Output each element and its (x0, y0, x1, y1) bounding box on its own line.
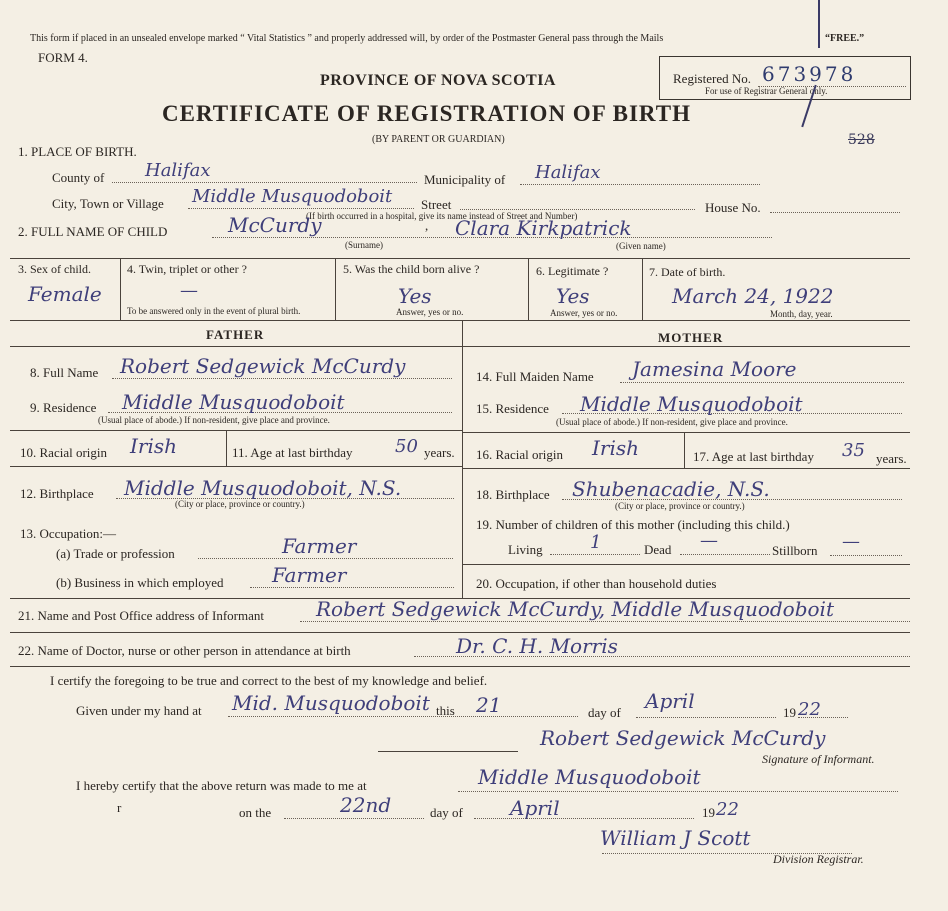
dead-value: — (700, 530, 718, 551)
mother-age: 35 (842, 440, 865, 461)
father-residence: Middle Musquodoboit (122, 390, 345, 414)
place-of-birth-label: 1. PLACE OF BIRTH. (18, 144, 137, 159)
house-number-label: House No. (705, 200, 761, 215)
father-name: Robert Sedgewick McCurdy (120, 354, 406, 378)
sex-value: Female (28, 282, 102, 306)
stillborn-value: — (842, 531, 860, 552)
given-under-label: Given under my hand at (76, 703, 202, 718)
mother-birthplace-label: 18. Birthplace (476, 487, 550, 502)
alive-note: Answer, yes or no. (396, 307, 464, 317)
city-value: Middle Musquodoboit (192, 186, 393, 207)
doctor-label: 22. Name of Doctor, nurse or other person in attendance at birth (18, 643, 351, 658)
mother-name: Jamesina Moore (632, 357, 797, 381)
living-label: Living (508, 542, 543, 557)
pen-mark (818, 0, 820, 48)
certificate-title: CERTIFICATE OF REGISTRATION OF BIRTH (162, 101, 691, 126)
surname-caption: (Surname) (345, 240, 383, 250)
mother-years-label: years. (876, 451, 907, 466)
father-racial: Irish (130, 434, 178, 458)
certify-day: 21 (476, 693, 502, 717)
registrar-year: 22 (716, 799, 739, 820)
father-residence-label: 9. Residence (30, 400, 97, 415)
division-registrar-label: Division Registrar. (773, 852, 864, 866)
mother-occupation-label: 20. Occupation, if other than household duties (476, 576, 717, 591)
mother-birthplace-note: (City or place, province or country.) (615, 501, 745, 511)
birth-certificate: This form if placed in an unsealed envelope marked “ Vital Statistics ” and properly addressed will, by order of the Postmaster General pass through the Mails “FREE.” FORM 4. PROVINCE OF NOVA SCOTIA CERTIFICATE OF REGISTRATION OF BIRTH (BY PARENT OR GUARDIAN) Registered No. 673978 For use of Registrar General only. 528 1. PLACE OF BIRTH. County of Halifax Municipality of Halifax City, Town or Village Middle Musquodoboit Street House No. (If birth occurred in a hospital, give its name instead of Street and Number) 2. FULL NAME OF CHILD McCurdy , Clara Kirkpatrick (Surname) (Given name) 3. Sex of child. Female 4. Twin, triplet or other ? — To be answered only in the event of plural birth. 5. Was the child born alive ? Yes Answer, yes or no. 6. Legitimate ? Yes Answer, yes or no. 7. Date of birth. March 24, 1922 Month, day, year. FATHER MOTHER 8. Full Name Robert Sedgewick McCurdy 9. Residence Middle Musquodoboit (Usual place of abode.) If non-resident, give place and province. 10. Racial origin Irish 11. Age at last birthday 50 years. 12. Birthplace Middle Musquodoboit, N.S. (City or place, province or country.) 13. Occupation:— (a) Trade or profession Farmer (b) Business in which employed Farmer 14. Full Maiden Name Jamesina Moore 15. Residence Middle Musquodoboit (Usual place of abode.) If non-resident, give place and province. 16. Racial origin Irish 17. Age at last birthday 35 years. 18. Birthplace Shubenacadie, N.S. (City or place, province or country.) 19. Number of children of this mother (including this child.) Living 1 Dead — Stillborn — 20. Occupation, if other than household duties 21. Name and Post Office address of Informant Robert Sedgewick McCurdy, Middle Musquodoboit 22. Name of Doctor, nurse or other person in attendance at birth Dr. C. H. Morris I certify the foregoing to be true and correct to the best of my knowledge and belief. Given under my hand at Mid. Musquodoboit this 21 day of April 19 22 Robert Sedgewick McCurdy Signature of Informant. I hereby certify that the above return was made to me at Middle Musquodoboit r on the 22nd day of April 19 22 William J Scott Division Registrar. (0, 0, 948, 911)
province-heading: PROVINCE OF NOVA SCOTIA (320, 72, 556, 89)
alive-label: 5. Was the child born alive ? (343, 262, 480, 276)
registrar-day-of-label: day of (430, 805, 463, 820)
mother-age-label: 17. Age at last birthday (693, 449, 814, 464)
father-business-label: (b) Business in which employed (56, 575, 224, 590)
father-birthplace-note: (City or place, province or country.) (175, 499, 305, 509)
certify-month: April (645, 689, 695, 713)
mother-heading: MOTHER (658, 330, 724, 345)
alive-value: Yes (398, 284, 432, 308)
father-residence-note: (Usual place of abode.) If non-resident, give place and province. (98, 415, 330, 425)
father-trade-label: (a) Trade or profession (56, 546, 175, 561)
father-trade: Farmer (282, 534, 357, 558)
child-surname: McCurdy (228, 213, 322, 237)
side-number: 528 (848, 132, 875, 148)
father-business: Farmer (272, 563, 347, 587)
father-age-label: 11. Age at last birthday (232, 445, 353, 460)
registrar-month: April (510, 796, 560, 820)
mother-residence: Middle Musquodoboit (580, 392, 803, 416)
child-name-label: 2. FULL NAME OF CHILD (18, 224, 168, 239)
twin-note: To be answered only in the event of plural birth. (127, 306, 301, 316)
legitimate-note: Answer, yes or no. (550, 308, 618, 318)
on-the-label: on the (239, 805, 272, 820)
informant-label: 21. Name and Post Office address of Informant (18, 608, 264, 623)
registered-label: Registered No. (673, 71, 751, 86)
given-place: Mid. Musquodoboit (232, 691, 430, 715)
sex-label: 3. Sex of child. (18, 262, 91, 276)
county-label: County of (52, 170, 105, 185)
registrar-year-prefix: 19 (702, 805, 715, 820)
municipality-label: Municipality of (424, 172, 506, 187)
municipality-value: Halifax (535, 162, 601, 183)
father-name-label: 8. Full Name (30, 365, 99, 380)
certificate-subtitle: (BY PARENT OR GUARDIAN) (372, 134, 505, 145)
city-label: City, Town or Village (52, 196, 164, 211)
child-given-name: Clara Kirkpatrick (455, 216, 632, 240)
doctor-value: Dr. C. H. Morris (456, 634, 618, 658)
given-name-caption: (Given name) (616, 241, 666, 251)
children-count-label: 19. Number of children of this mother (including this child.) (476, 517, 790, 532)
father-birthplace: Middle Musquodoboit, N.S. (124, 476, 402, 500)
mother-racial-label: 16. Racial origin (476, 447, 564, 462)
form-number: FORM 4. (38, 50, 88, 65)
registrar-day: 22nd (340, 793, 392, 817)
informant-signature-label: Signature of Informant. (762, 752, 875, 766)
twin-value: — (180, 280, 198, 301)
informant-value: Robert Sedgewick McCurdy, Middle Musquodoboit (316, 597, 834, 621)
hospital-note: (If birth occurred in a hospital, give its name instead of Street and Number) (306, 211, 578, 221)
father-racial-label: 10. Racial origin (20, 445, 108, 460)
certify-year-prefix: 19 (783, 705, 796, 720)
dead-label: Dead (644, 542, 672, 557)
mother-racial: Irish (592, 436, 640, 460)
registrar-text: I hereby certify that the above return was made to me at (76, 778, 367, 793)
street-label: Street (421, 197, 452, 212)
father-age: 50 (395, 436, 418, 457)
registrar-signature: William J Scott (600, 826, 751, 850)
date-label: 7. Date of birth. (649, 265, 726, 279)
mother-name-label: 14. Full Maiden Name (476, 369, 594, 384)
mother-birthplace: Shubenacadie, N.S. (572, 477, 770, 501)
legitimate-value: Yes (556, 284, 590, 308)
free-label: “FREE.” (825, 33, 865, 44)
twin-label: 4. Twin, triplet or other ? (127, 262, 247, 276)
informant-signature: Robert Sedgewick McCurdy (540, 726, 826, 750)
registrar-place: Middle Musquodoboit (478, 765, 701, 789)
stillborn-label: Stillborn (772, 543, 818, 558)
postal-notice: This form if placed in an unsealed envelope marked “ Vital Statistics ” and properly addressed will, by order of the Postmaster General pass through the Mails (30, 33, 664, 44)
registered-number: 673978 (762, 62, 857, 86)
mother-residence-note: (Usual place of abode.) If non-resident, give place and province. (556, 417, 788, 427)
father-years-label: years. (424, 445, 455, 460)
living-value: 1 (590, 532, 602, 553)
father-heading: FATHER (206, 327, 265, 342)
father-occupation-label: 13. Occupation:— (20, 526, 117, 541)
certify-text: I certify the foregoing to be true and correct to the best of my knowledge and belief. (50, 673, 488, 688)
father-birthplace-label: 12. Birthplace (20, 486, 94, 501)
legitimate-label: 6. Legitimate ? (536, 264, 609, 278)
registrar-note: For use of Registrar General only. (705, 86, 828, 96)
mother-residence-label: 15. Residence (476, 401, 549, 416)
this-label: this (436, 703, 455, 718)
certify-year: 22 (798, 699, 821, 720)
certify-day-of-label: day of (588, 705, 621, 720)
date-value: March 24, 1922 (672, 284, 834, 308)
date-note: Month, day, year. (770, 309, 833, 319)
county-value: Halifax (145, 160, 211, 181)
